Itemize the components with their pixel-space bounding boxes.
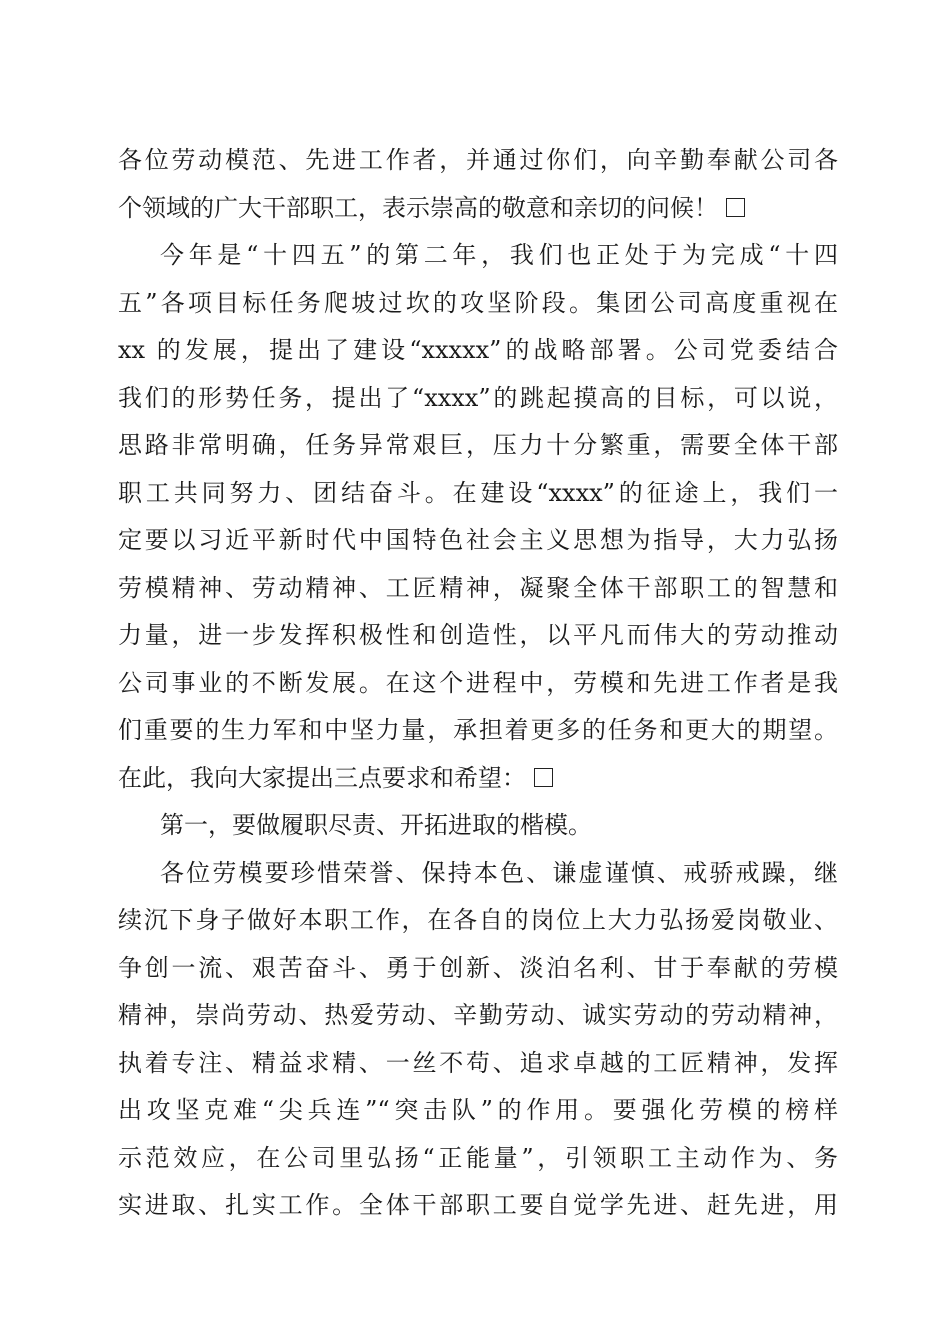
text-line <box>118 660 838 708</box>
text-line <box>118 802 838 850</box>
line-text: 思路非常明确，任务异常艰巨，压力十分繁重，需要全体干部 <box>118 431 838 459</box>
text-line <box>118 327 838 375</box>
line-text: 劳模精神、劳动精神、工匠精神，凝聚全体干部职工的智慧和 <box>118 573 838 602</box>
line-text: 今年是“十四五”的第二年，我们也正处于为完成“十四 <box>160 241 838 269</box>
text-line <box>118 1182 838 1230</box>
text-line <box>118 375 838 423</box>
line-text: 在此，我向大家提出三点要求和希望： <box>118 763 526 792</box>
line-text: 争创一流、艰苦奋斗、勇于创新、淡泊名利、甘于奉献的劳模 <box>118 953 838 982</box>
text-line <box>118 707 838 755</box>
text-line <box>118 612 838 660</box>
paragraph-end-mark <box>534 768 553 787</box>
line-text: 各位劳动模范、先进工作者，并通过你们，向辛勤奉献公司各 <box>118 146 838 174</box>
line-text: 第一，要做履职尽责、开拓进取的楷模。 <box>160 811 592 839</box>
line-text: 职工共同努力、团结奋斗。在建设“xxxx”的征途上，我们一 <box>118 478 838 507</box>
text-line <box>118 185 838 233</box>
text-line <box>118 422 838 470</box>
line-text: 续沉下身子做好本职工作，在各自的岗位上大力弘扬爱岗敬业、 <box>118 906 838 934</box>
text-line <box>118 850 838 898</box>
line-text: 个领域的广大干部职工，表示崇高的敬意和亲切的问候！ <box>118 193 718 222</box>
text-line <box>118 1087 838 1135</box>
text-line <box>118 565 838 613</box>
text-line <box>118 945 838 993</box>
text-line <box>118 517 838 565</box>
line-text: xx 的发展，提出了建设“xxxxx”的战略部署。公司党委结合 <box>118 336 838 364</box>
text-line <box>118 280 838 328</box>
line-text: 执着专注、精益求精、一丝不苟、追求卓越的工匠精神，发挥 <box>118 1048 838 1077</box>
text-line <box>118 137 838 185</box>
text-line <box>118 897 838 945</box>
line-text: 精神，崇尚劳动、热爱劳动、辛勤劳动、诚实劳动的劳动精神， <box>118 1001 838 1029</box>
line-text: 公司事业的不断发展。在这个进程中，劳模和先进工作者是我 <box>118 668 838 697</box>
text-line <box>118 470 838 518</box>
line-text: 我们的形势任务，提出了“xxxx”的跳起摸高的目标，可以说， <box>118 383 838 412</box>
line-text: 五”各项目标任务爬坡过坎的攻坚阶段。集团公司高度重视在 <box>118 288 838 317</box>
text-line <box>118 992 838 1040</box>
line-text: 示范效应，在公司里弘扬“正能量”，引领职工主动作为、务 <box>118 1143 838 1172</box>
text-line <box>118 232 838 280</box>
text-line <box>118 1135 838 1183</box>
document-body <box>118 137 838 1230</box>
line-text: 实进取、扎实工作。全体干部职工要自觉学先进、赶先进，用 <box>118 1191 838 1219</box>
line-text: 们重要的生力军和中坚力量，承担着更多的任务和更大的期望。 <box>118 716 838 744</box>
line-text: 定要以习近平新时代中国特色社会主义思想为指导，大力弘扬 <box>118 526 838 554</box>
text-line <box>118 1040 838 1088</box>
paragraph-end-mark <box>726 198 745 217</box>
line-text: 各位劳模要珍惜荣誉、保持本色、谦虚谨慎、戒骄戒躁，继 <box>160 858 838 887</box>
line-text: 出攻坚克难“尖兵连”“突击队”的作用。要强化劳模的榜样 <box>118 1096 838 1124</box>
text-line <box>118 755 838 803</box>
line-text: 力量，进一步发挥积极性和创造性，以平凡而伟大的劳动推动 <box>118 621 838 649</box>
